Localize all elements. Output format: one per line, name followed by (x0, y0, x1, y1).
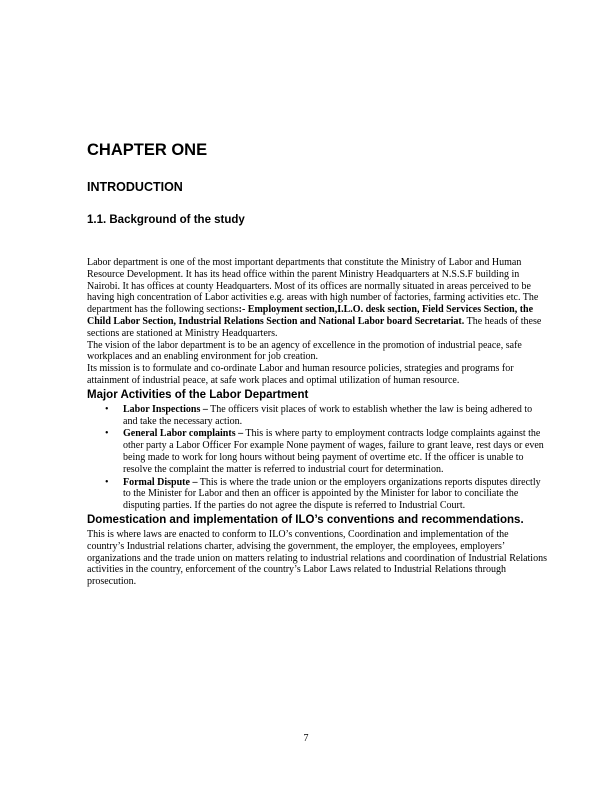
section-heading-background: 1.1. Background of the study (87, 214, 245, 226)
list-item (87, 404, 547, 428)
activities-list (87, 404, 547, 512)
intro-sections-list: :- Employment section,I.L.O. desk section, Field Services Section, the Child Labor Section, Industrial Relations Section and National Labor board Secretariat. (87, 304, 534, 327)
bullet-icon: • (105, 476, 109, 488)
document-page (87, 140, 547, 588)
activity-term: Formal Dispute – (123, 476, 198, 488)
list-item (87, 477, 547, 512)
intro-paragraph (87, 257, 547, 340)
domestication-paragraph: This is where laws are enacted to conform to ILO’s conventions, Coordination and implementation of the country’s Industrial relations charter, advising the government, the employer, the employees, employers’ organizations and the trade union on matters relating to industrial relations and coordination of Industrial Relations activities in the country, enforcement of the country’s Labor Laws related to Industrial Relations through prosecution. (87, 528, 547, 588)
bullet-icon: • (105, 428, 109, 440)
activity-text: This is where party to employment contracts lodge complaints against the other party a Labor Officer For example None payment of wages, failure to grant leave, rest days or even being made to work for long hours without being payment of overtime etc. If the officer is unable to resolve the complaint the matter is referred to industrial court for determination. (123, 428, 544, 475)
page-number: 7 (303, 733, 309, 744)
activity-text: This is where the trade union or the employers organizations reports disputes directly to the Minister for Labor and then an officer is appointed by the Minister for labor to conciliate the disputing parties. If the parties do not agree the dispute is referred to Industrial Court. (123, 476, 541, 512)
activity-term: Labor Inspections – (123, 403, 208, 415)
mission-paragraph: Its mission is to formulate and co-ordinate Labor and human resource policies, strategies and programs for attainment of industrial peace, at safe work places and optimal utilization of human resource. (87, 363, 514, 386)
introduction-heading: INTRODUCTION (87, 180, 183, 194)
bullet-icon: • (105, 403, 109, 415)
chapter-title: CHAPTER ONE (87, 141, 208, 159)
intro-text-part1: Labor department is one of the most important departments that constitute the Ministry of Labor and Human Resource Development. It has its head office within the parent Ministry Headquarters at N.S.S.F building in Nairobi. It has offices at county Headquarters. Most of its offices are normally situated in areas perceived to be having high concentration of Labor activities e.g. areas with high number of factories, farming activities etc. The department has the following sections (87, 257, 539, 316)
activities-heading: Major Activities of the Labor Department (87, 388, 309, 401)
vision-paragraph: The vision of the labor department is to be an agency of excellence in the promotion of industrial peace, safe workplaces and an enabling environment for job creation. (87, 339, 522, 363)
activity-text: The officers visit places of work to establish whether the law is being adhered to and take the necessary action. (123, 403, 533, 427)
domestication-heading: Domestication and implementation of ILO’s conventions and recommendations. (87, 513, 524, 526)
activity-term: General Labor complaints – (123, 428, 244, 440)
list-item (87, 428, 547, 475)
intro-text-part2: The heads of these sections are stationed at Ministry Headquarters. (87, 315, 542, 339)
